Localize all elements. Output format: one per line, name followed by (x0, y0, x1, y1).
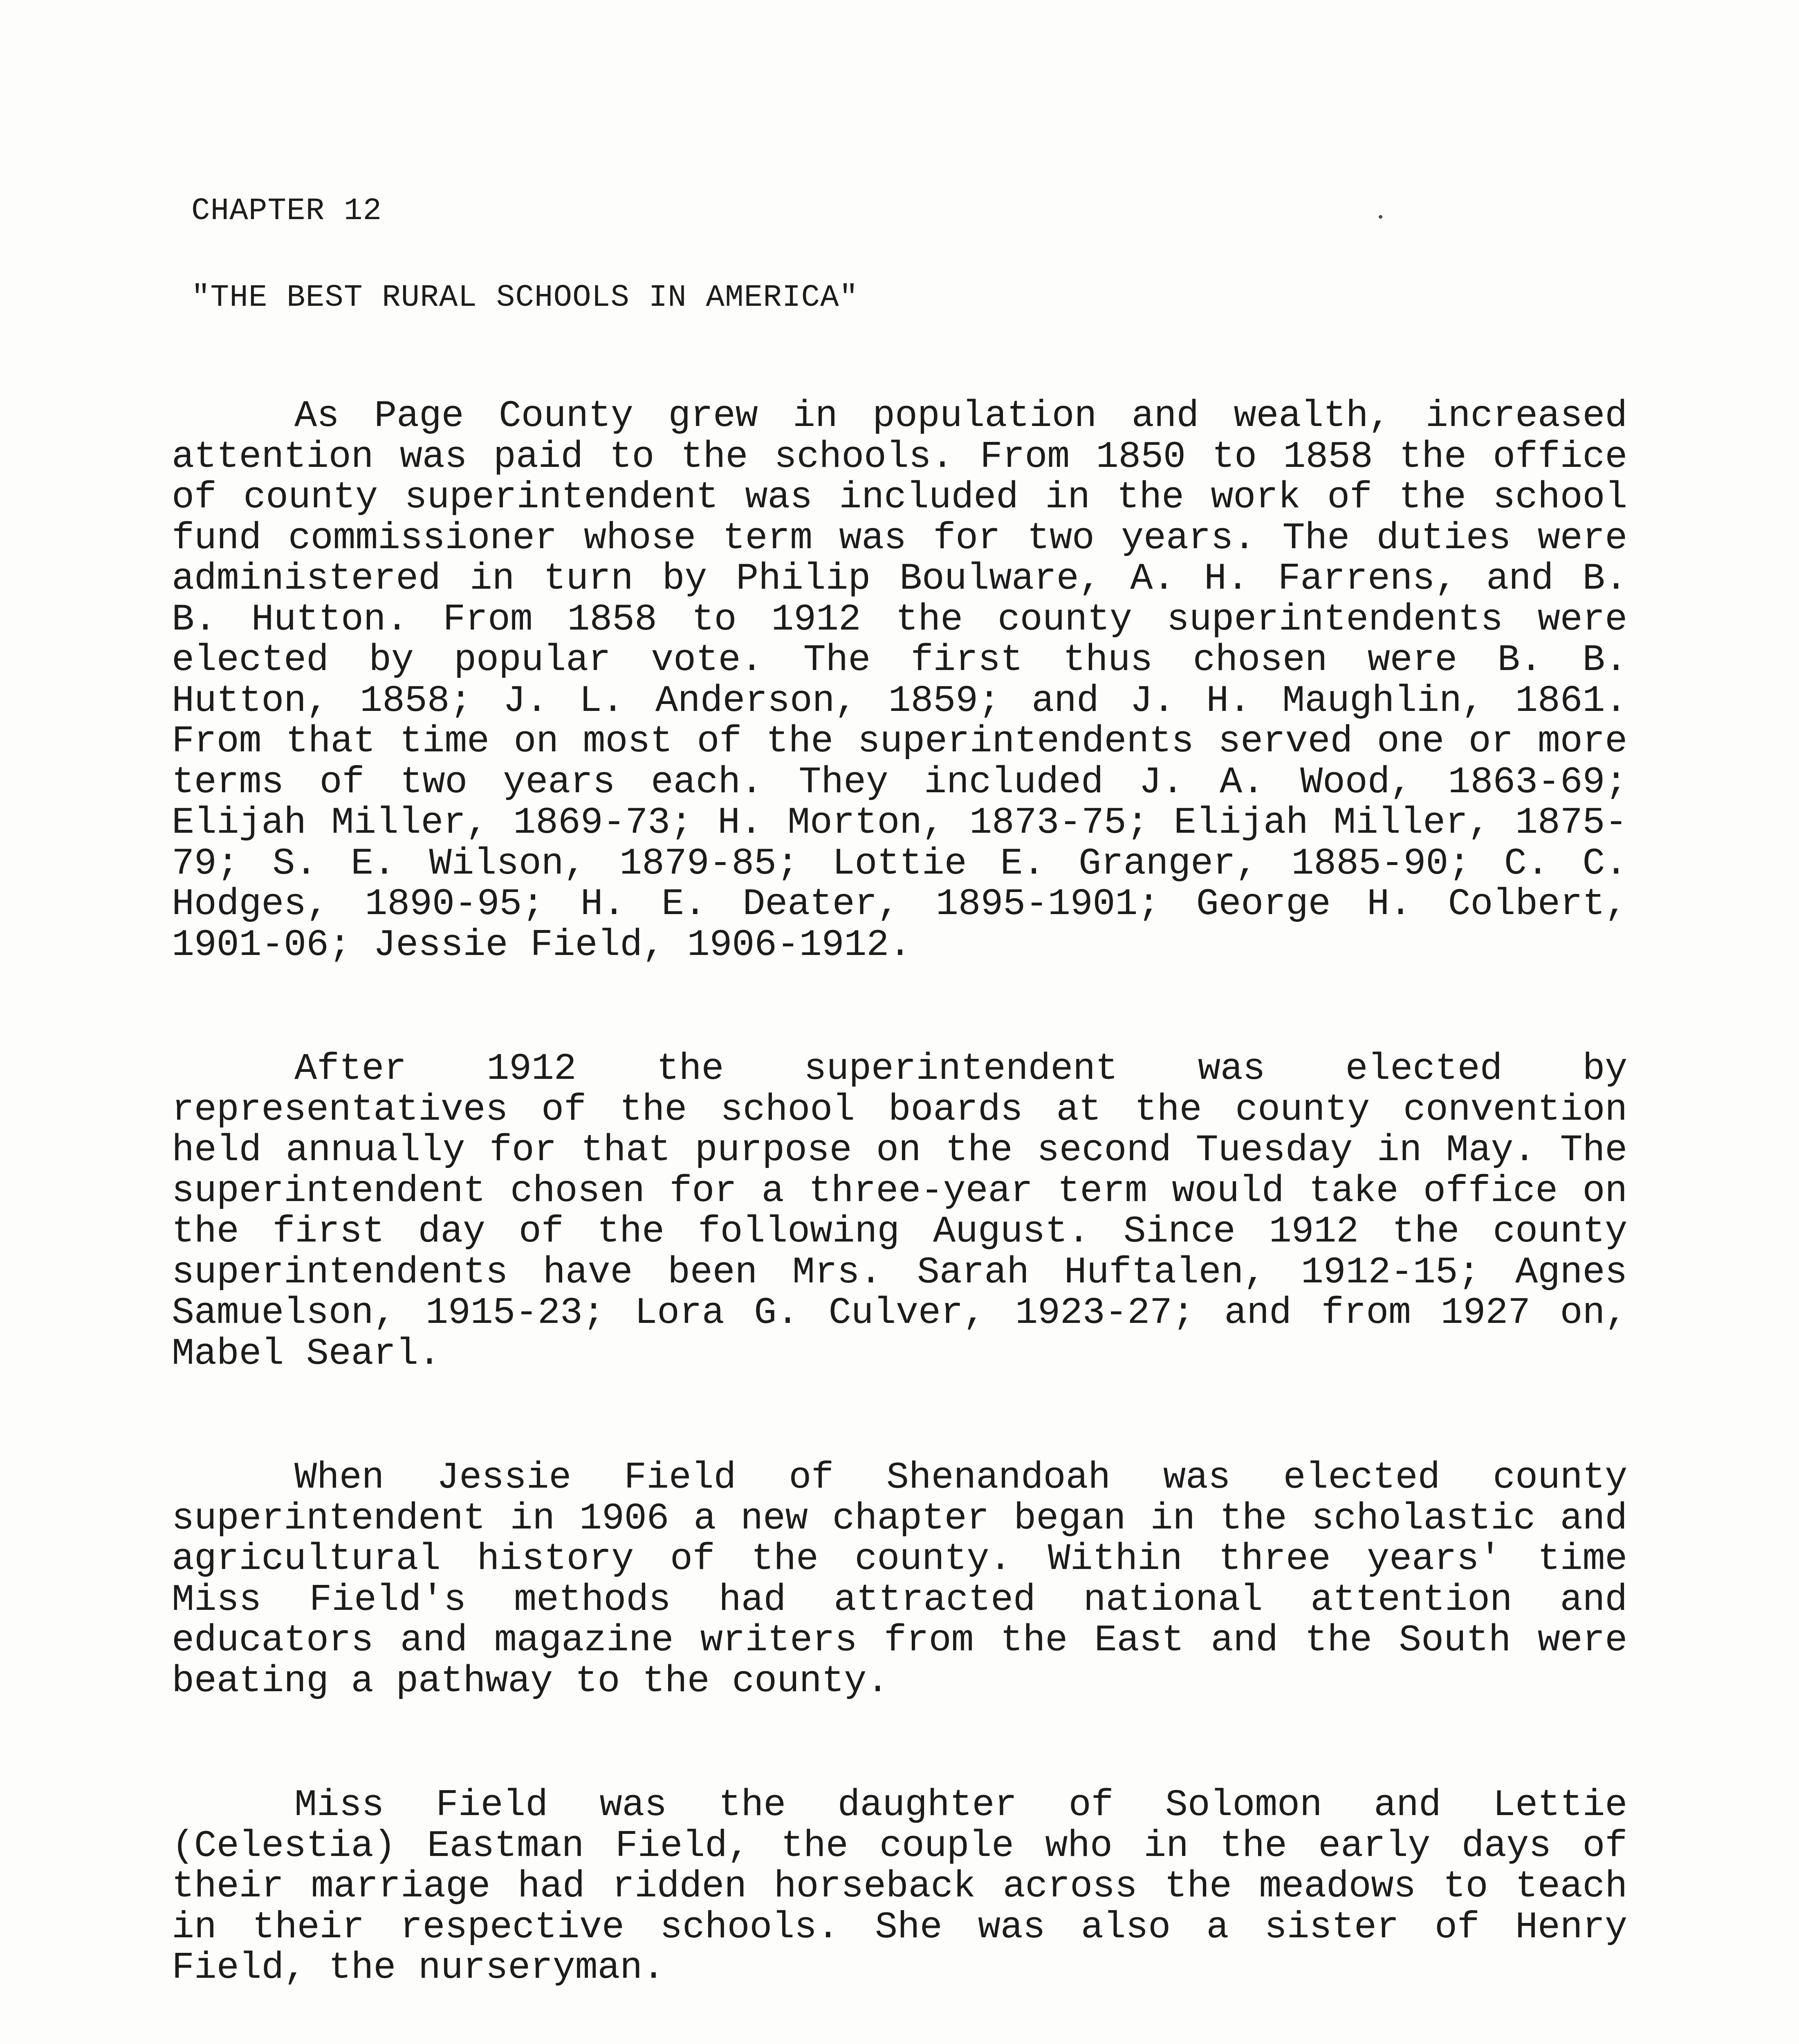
paragraph-field-family: Miss Field was the daughter of Solomon and Lettie (Celestia) Eastman Field, the couple who in the early days of their marriage had ridden horseback across the meadows to teach in their respective schools. She was also a sister of Henry Field, the nurseryman. (172, 1784, 1627, 1989)
paragraph-after-1912: After 1912 the superintendent was elected by representatives of the school boards at the county convention held annually for that purpose on the second Tuesday in May. The superintendent chosen for a three-year term would take office on the first day of the following August. Since 1912 the county superintendents have been Mrs. Sarah Huftalen, 1912-15; Agnes Samuelson, 1915-23; Lora G. Culver, 1923-27; and from 1927 on, Mabel Searl. (172, 1047, 1627, 1375)
paragraph-jessie-field-elected: When Jessie Field of Shenandoah was elected county superintendent in 1906 a new chapter began in the scholastic and agricultural history of the county. Within three years' time Miss Field's methods had attracted national attention and educators and magazine writers from the East and the South were beating a pathway to the county. (172, 1456, 1627, 1703)
body-text (172, 396, 1627, 2044)
paragraph-superintendents-history: As Page County grew in population and wealth, increased attention was paid to the schools. From 1850 to 1858 the office of county superintendent was included in the work of the school fund commissioner whose term was for two years. The duties were administered in turn by Philip Boulware, A. H. Farrens, and B. B. Hutton. From 1858 to 1912 the county superintendents were elected by popular vote. The first thus chosen were B. B. Hutton, 1858; J. L. Anderson, 1859; and J. H. Maughlin, 1861. From that time on most of the superintendents served one or more terms of two years each. They included J. A. Wood, 1863-69; Elijah Miller, 1869-73; H. Morton, 1873-75; Elijah Miller, 1875-79; S. E. Wilson, 1879-85; Lottie E. Granger, 1885-90; C. C. Hodges, 1890-95; H. E. Deater, 1895-1901; George H. Colbert, 1901-06; Jessie Field, 1906-1912. (172, 394, 1627, 966)
chapter-label: CHAPTER 12 (191, 193, 382, 229)
scan-speck (1379, 215, 1382, 219)
chapter-title: "THE BEST RURAL SCHOOLS IN AMERICA" (191, 280, 859, 315)
